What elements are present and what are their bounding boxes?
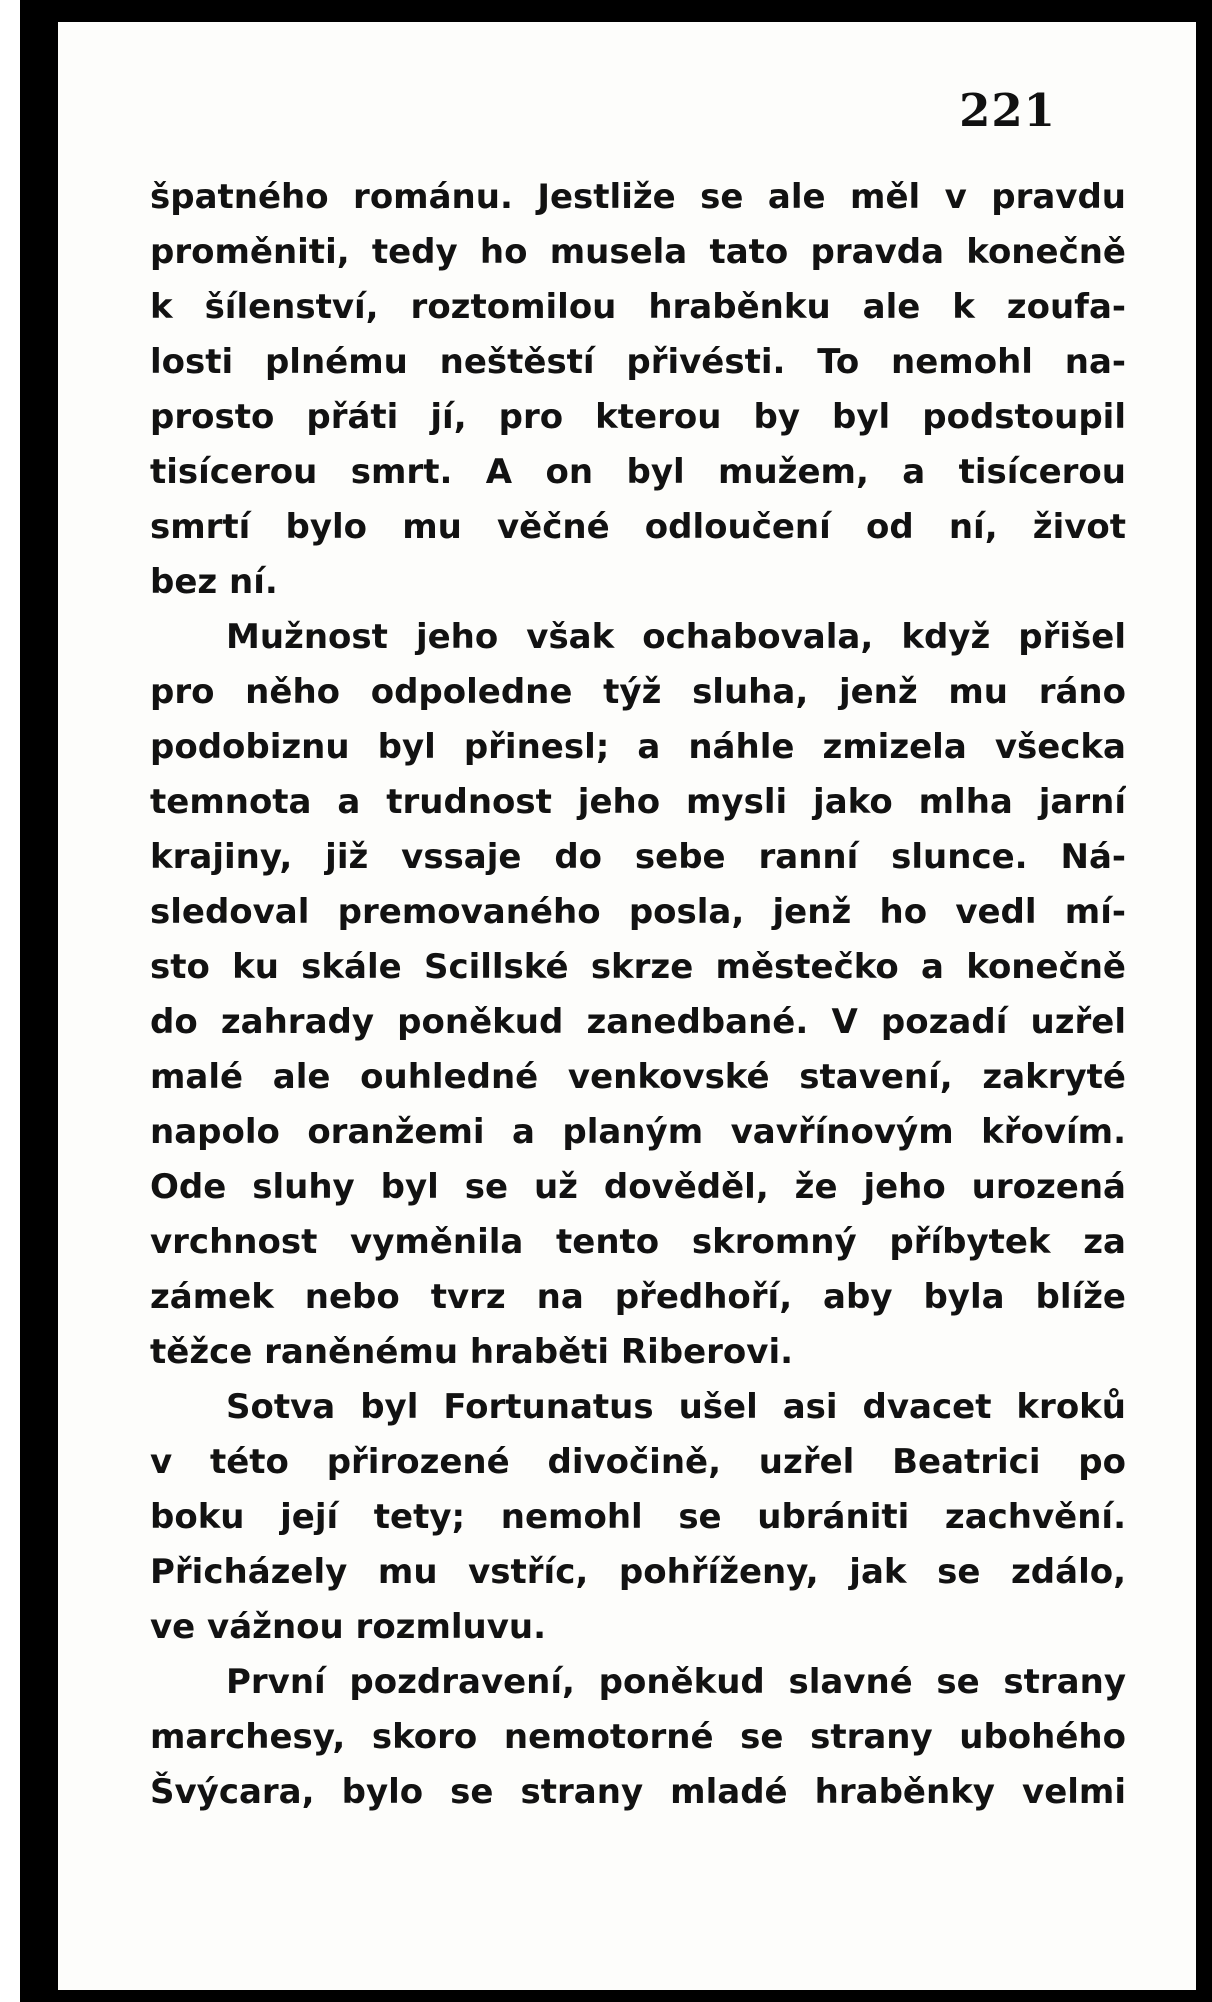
text-line: do zahrady poněkud zanedbané. V pozadí uzřel bbox=[150, 1002, 1126, 1042]
text-line: malé ale ouhledné venkovské stavení, zakryté bbox=[150, 1057, 1126, 1097]
text-line: prosto přáti jí, pro kterou by byl podstoupil bbox=[150, 397, 1126, 437]
text-line: ve vážnou rozmluvu. bbox=[150, 1607, 547, 1647]
text-line: špatného románu. Jestliže se ale měl v pravdu bbox=[150, 177, 1126, 217]
text-line: Přicházely mu vstříc, pohříženy, jak se zdálo, bbox=[150, 1552, 1126, 1592]
text-line: marchesy, skoro nemotorné se strany ubohého bbox=[150, 1717, 1126, 1757]
text-line: těžce raněnému hraběti Riberovi. bbox=[150, 1332, 794, 1372]
text-line: proměniti, tedy ho musela tato pravda konečně bbox=[150, 232, 1126, 272]
text-line: Mužnost jeho však ochabovala, když přišel bbox=[226, 617, 1126, 657]
text-line: pro něho odpoledne týž sluha, jenž mu ráno bbox=[150, 672, 1126, 712]
book-page bbox=[58, 22, 1196, 1990]
paragraph-1 bbox=[150, 170, 1126, 610]
text-line: podobiznu byl přinesl; a náhle zmizela všecka bbox=[150, 727, 1126, 767]
text-line: Ode sluhy byl se už dověděl, že jeho urozená bbox=[150, 1167, 1126, 1207]
text-line: První pozdravení, poněkud slavné se strany bbox=[226, 1662, 1126, 1702]
text-line: bez ní. bbox=[150, 562, 278, 602]
paragraph-2 bbox=[150, 610, 1126, 1380]
text-line: sledoval premovaného posla, jenž ho vedl mí- bbox=[150, 892, 1126, 932]
scan-margin-strip bbox=[0, 0, 20, 2002]
text-line: napolo oranžemi a planým vavřínovým křovím. bbox=[150, 1112, 1126, 1152]
text-line: boku její tety; nemohl se ubrániti zachvění. bbox=[150, 1497, 1126, 1537]
paragraph-3 bbox=[150, 1380, 1126, 1655]
text-line: Sotva byl Fortunatus ušel asi dvacet kroků bbox=[226, 1387, 1126, 1427]
text-line: sto ku skále Scillské skrze městečko a konečně bbox=[150, 947, 1126, 987]
text-line: smrtí bylo mu věčné odloučení od ní, život bbox=[150, 507, 1126, 547]
body-text bbox=[150, 170, 1126, 1820]
text-line: losti plnému neštěstí přivésti. To nemohl na- bbox=[150, 342, 1126, 382]
text-line: zámek nebo tvrz na předhoří, aby byla blíže bbox=[150, 1277, 1126, 1317]
page-number: 221 bbox=[959, 84, 1056, 137]
text-line: v této přirozené divočině, uzřel Beatrici po bbox=[150, 1442, 1126, 1482]
text-line: k šílenství, roztomilou hraběnku ale k zoufa- bbox=[150, 287, 1126, 327]
text-line: krajiny, již vssaje do sebe ranní slunce. Ná- bbox=[150, 837, 1126, 877]
paragraph-4 bbox=[150, 1655, 1126, 1820]
text-line: temnota a trudnost jeho mysli jako mlha jarní bbox=[150, 782, 1126, 822]
text-line: vrchnost vyměnila tento skromný příbytek za bbox=[150, 1222, 1126, 1262]
text-line: Švýcara, bylo se strany mladé hraběnky velmi bbox=[150, 1772, 1126, 1812]
text-line: tisícerou smrt. A on byl mužem, a tisícerou bbox=[150, 452, 1126, 492]
